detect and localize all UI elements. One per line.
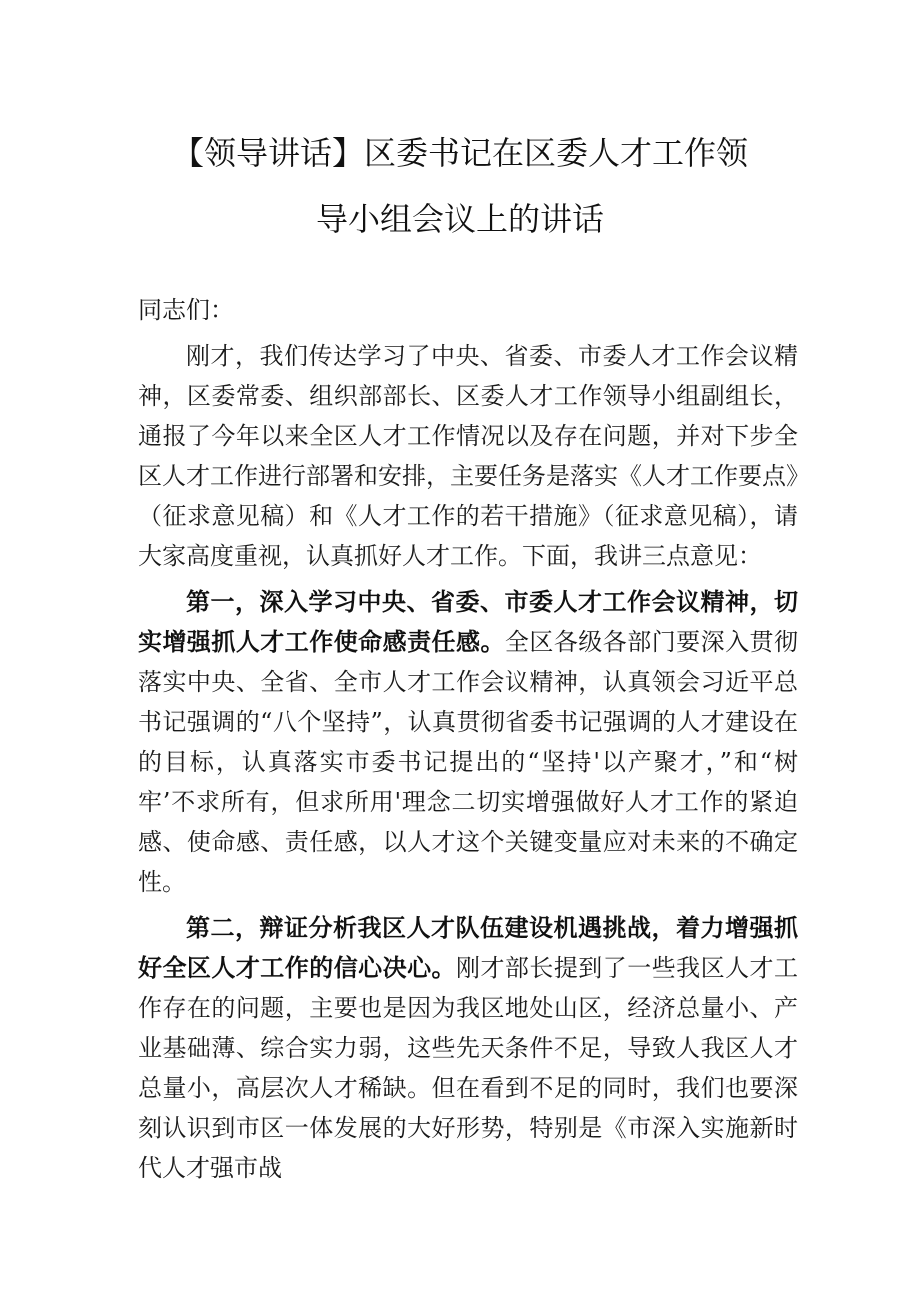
- paragraph-3-lead: 第二，辩证分析我区人才队伍建设机遇挑战，着力增强抓好全区人才工作的信心决心。: [138, 914, 798, 982]
- document-title-line-2: 导小组会议上的讲话: [315, 200, 604, 238]
- paragraph-1: [138, 336, 798, 576]
- paragraph-3: [138, 908, 798, 1188]
- paragraph-2-text: 全区各级各部门要深入贯彻落实中央、全省、全市人才工作会议精神，认真领会习近平总书记强调的“八个坚持”，认真贯彻省委书记强调的人才建设在的目标，认真落实市委书记提出的“坚持'以产聚才，”和“树牢’不求所有，但求所用'理念二切实增强做好人才工作的紧迫感、使命感、责任感，以人才这个关键变量应对未来的不确定性。: [138, 628, 798, 896]
- paragraph-2: [138, 582, 798, 902]
- salutation: 同志们：: [138, 296, 234, 324]
- paragraph-3-text: 刚才部长提到了一些我区人才工作存在的问题，主要也是因为我区地处山区，经济总量小、产业基础薄、综合实力弱，这些先天条件不足，导致人我区人才总量小，高层次人才稀缺。但在看到不足的同时，我们也要深刻认识到市区一体发展的大好形势，特别是《市深入实施新时代人才强市战: [138, 954, 798, 1182]
- document-body: [138, 290, 798, 1194]
- paragraph-1-text: 刚才，我们传达学习了中央、省委、市委人才工作会议精神，区委常委、组织部部长、区委人才工作领导小组副组长，通报了今年以来全区人才工作情况以及存在问题，并对下步全区人才工作进行部署和安排，主要任务是落实《人才工作要点》（征求意见稿）和《人才工作的若干措施》（征求意见稿），请大家高度重视，认真抓好人才工作。下面，我讲三点意见：: [138, 342, 798, 570]
- paragraph-2-lead: 第一，深入学习中央、省委、市委人才工作会议精神，切实增强抓人才工作使命感责任感。: [138, 588, 798, 656]
- document-title-line-1: 【领导讲话】区委书记在区委人才工作领: [171, 134, 748, 172]
